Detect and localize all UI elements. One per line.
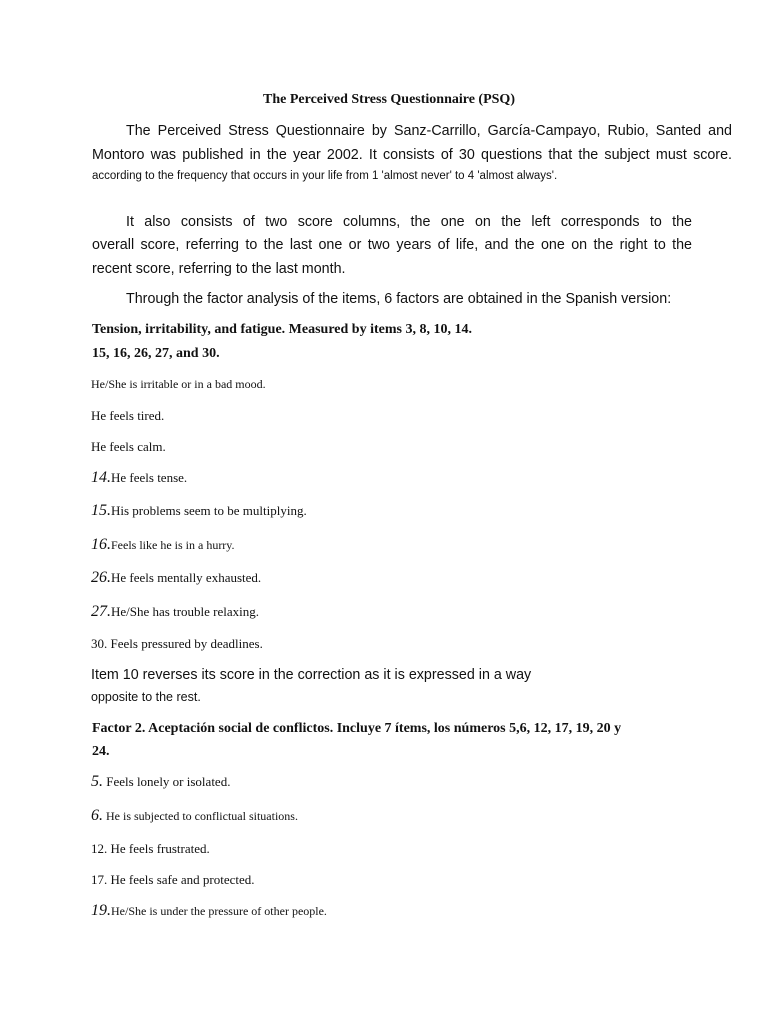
factor1-item-5 bbox=[91, 502, 307, 520]
columns-line-1: It also consists of two score columns, the one on the left corresponds to the bbox=[126, 214, 692, 230]
factor1-item-4 bbox=[91, 469, 187, 487]
factor2-item-1 bbox=[91, 773, 230, 791]
factor1-heading-line-2: 15, 16, 26, 27, and 30. bbox=[92, 346, 220, 361]
factor2-item-4 bbox=[91, 872, 255, 888]
item-number: 26. bbox=[91, 569, 111, 586]
item-text: His problems seem to be multiplying. bbox=[111, 503, 307, 518]
factor1-note-line-1: Item 10 reverses its score in the correction as it is expressed in a way bbox=[91, 667, 532, 683]
factor1-heading-line-1: Tension, irritability, and fatigue. Measured by items 3, 8, 10, 14. bbox=[92, 322, 472, 337]
factor2-item-5 bbox=[91, 902, 327, 920]
factor1-item-6 bbox=[91, 536, 235, 554]
item-text: He feels safe and protected. bbox=[110, 872, 255, 887]
factor2-item-2 bbox=[91, 807, 298, 825]
item-number: 15. bbox=[91, 502, 111, 519]
item-text: He feels calm. bbox=[91, 439, 166, 454]
intro-line-3: according to the frequency that occurs in your life from 1 'almost never' to 4 'almost always'. bbox=[92, 170, 558, 182]
intro-line-2: Montoro was published in the year 2002. It consists of 30 questions that the subject must score. bbox=[92, 146, 732, 163]
item-text: He/She is under the pressure of other people. bbox=[111, 904, 327, 918]
item-text: Feels lonely or isolated. bbox=[106, 774, 231, 789]
factor1-item-9 bbox=[91, 636, 263, 652]
item-text: He feels tense. bbox=[111, 470, 188, 485]
intro-paragraph bbox=[92, 120, 732, 167]
columns-line-2: overall score, referring to the last one or two years of life, and the one on the right to the bbox=[92, 237, 692, 253]
item-number: 16. bbox=[91, 536, 111, 553]
item-number: 27. bbox=[91, 603, 111, 620]
item-number: 12. bbox=[91, 841, 108, 856]
item-number: 5. bbox=[91, 773, 103, 790]
item-number: 19. bbox=[91, 902, 111, 919]
factor1-item-3 bbox=[91, 439, 166, 455]
item-text: Feels like he is in a hurry. bbox=[111, 538, 235, 552]
factor1-item-8 bbox=[91, 603, 259, 621]
document-title: The Perceived Stress Questionnaire (PSQ) bbox=[263, 92, 515, 107]
factor2-heading-line-1: Factor 2. Aceptación social de conflictos. Incluye 7 ítems, los números 5,6, 12, 17, 19, 20 y bbox=[92, 721, 622, 736]
factor1-item-1 bbox=[91, 377, 266, 392]
columns-paragraph bbox=[92, 211, 692, 235]
item-text: Feels pressured by deadlines. bbox=[110, 636, 263, 651]
item-text: He feels mentally exhausted. bbox=[111, 570, 262, 585]
factor2-item-3 bbox=[91, 841, 210, 857]
factor1-note-line-2: opposite to the rest. bbox=[91, 690, 201, 704]
item-text: He feels frustrated. bbox=[110, 841, 210, 856]
item-number: 30. bbox=[91, 636, 108, 651]
factor1-item-2 bbox=[91, 408, 164, 424]
factor1-item-7 bbox=[91, 569, 261, 587]
item-text: He feels tired. bbox=[91, 408, 165, 423]
factor2-heading-line-2: 24. bbox=[92, 744, 110, 759]
item-number: 6. bbox=[91, 807, 103, 824]
columns-paragraph-rest bbox=[92, 234, 692, 281]
item-text: He/She has trouble relaxing. bbox=[111, 604, 260, 619]
columns-line-3: recent score, referring to the last month. bbox=[92, 260, 346, 277]
intro-line-1: The Perceived Stress Questionnaire by Sanz-Carrillo, García-Campayo, Rubio, Santed and bbox=[126, 123, 732, 139]
item-text: He/She is irritable or in a bad mood. bbox=[91, 377, 266, 391]
item-text: He is subjected to conflictual situations. bbox=[106, 809, 298, 823]
item-number: 17. bbox=[91, 872, 108, 887]
item-number: 14. bbox=[91, 469, 111, 486]
factor-intro: Through the factor analysis of the items, 6 factors are obtained in the Spanish version: bbox=[126, 291, 672, 307]
